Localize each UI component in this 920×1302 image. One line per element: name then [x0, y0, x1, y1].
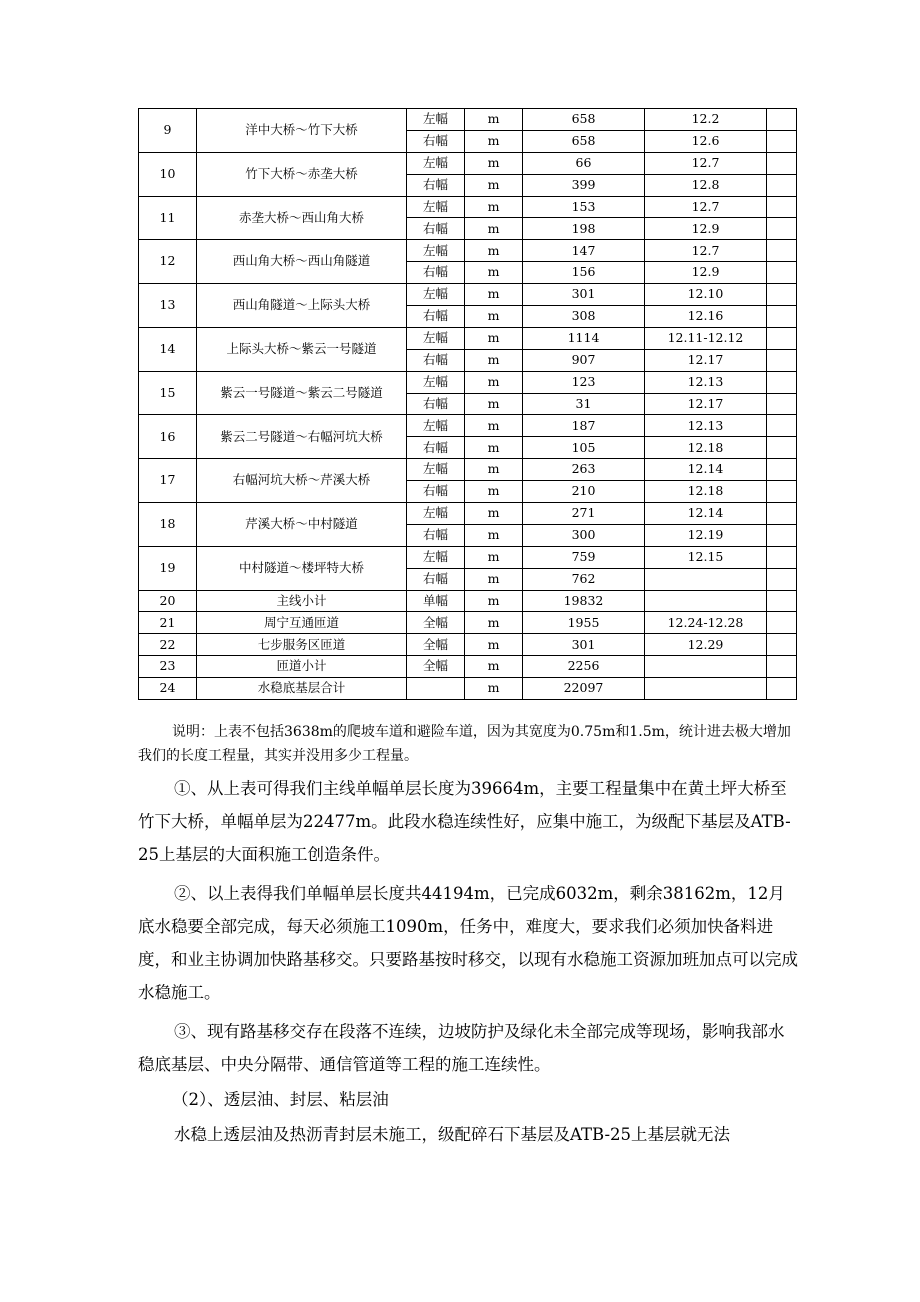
length-cell: 2256 [523, 656, 645, 678]
remark-cell [767, 284, 797, 306]
date-cell: 12.14 [645, 503, 767, 525]
date-cell: 12.2 [645, 109, 767, 131]
side-cell: 右幅 [407, 306, 465, 328]
table-note: 说明：上表不包括3638m的爬坡车道和避险车道，因为其宽度为0.75m和1.5m，统计进去极大增加我们的长度工程量，其实并没用多少工程量。 [138, 724, 791, 764]
unit-cell: m [465, 590, 523, 612]
side-cell: 左幅 [407, 371, 465, 393]
remark-cell [767, 612, 797, 634]
date-cell: 12.14 [645, 459, 767, 481]
paragraph-4: 水稳上透层油及热沥青封层未施工，级配碎石下基层及ATB-25上基层就无法 [174, 1125, 731, 1144]
length-cell: 308 [523, 306, 645, 328]
side-cell: 右幅 [407, 218, 465, 240]
unit-cell: m [465, 109, 523, 131]
side-cell: 左幅 [407, 152, 465, 174]
side-cell: 左幅 [407, 109, 465, 131]
unit-cell: m [465, 524, 523, 546]
unit-cell: m [465, 371, 523, 393]
side-cell: 左幅 [407, 415, 465, 437]
unit-cell: m [465, 349, 523, 371]
remark-cell [767, 437, 797, 459]
date-cell: 12.13 [645, 371, 767, 393]
table-row [139, 612, 797, 634]
length-cell: 1114 [523, 327, 645, 349]
length-cell: 187 [523, 415, 645, 437]
unit-cell: m [465, 152, 523, 174]
table-row [139, 546, 797, 568]
table-row [139, 634, 797, 656]
unit-cell: m [465, 393, 523, 415]
length-cell: 1955 [523, 612, 645, 634]
row-number-cell: 22 [139, 634, 197, 656]
date-cell: 12.8 [645, 174, 767, 196]
row-number-cell: 23 [139, 656, 197, 678]
side-cell: 全幅 [407, 634, 465, 656]
section-name-cell: 匝道小计 [197, 656, 407, 678]
row-number-cell: 18 [139, 503, 197, 547]
length-cell: 153 [523, 196, 645, 218]
date-cell: 12.7 [645, 240, 767, 262]
table-row [139, 371, 797, 393]
length-cell: 105 [523, 437, 645, 459]
unit-cell: m [465, 327, 523, 349]
row-number-cell: 13 [139, 284, 197, 328]
quantity-table [138, 108, 797, 700]
section-name-cell: 主线小计 [197, 590, 407, 612]
table-row [139, 656, 797, 678]
date-cell: 12.18 [645, 437, 767, 459]
remark-cell [767, 327, 797, 349]
section-name-cell: 赤垄大桥～西山角大桥 [197, 196, 407, 240]
length-cell: 658 [523, 109, 645, 131]
side-cell: 右幅 [407, 437, 465, 459]
date-cell: 12.6 [645, 130, 767, 152]
date-cell: 12.17 [645, 393, 767, 415]
length-cell: 263 [523, 459, 645, 481]
quantity-table-container [138, 108, 796, 700]
notes-section [138, 720, 798, 1151]
date-cell: 12.9 [645, 218, 767, 240]
table-row [139, 327, 797, 349]
remark-cell [767, 546, 797, 568]
length-cell: 31 [523, 393, 645, 415]
side-cell: 左幅 [407, 240, 465, 262]
unit-cell: m [465, 481, 523, 503]
remark-cell [767, 174, 797, 196]
section-name-cell: 洋中大桥～竹下大桥 [197, 109, 407, 153]
row-number-cell: 21 [139, 612, 197, 634]
length-cell: 19832 [523, 590, 645, 612]
unit-cell: m [465, 130, 523, 152]
paragraph-3: ③、现有路基移交存在段落不连续，边坡防护及绿化未全部完成等现场，影响我部水稳底基层、中央分隔带、通信管道等工程的施工连续性。 [138, 1022, 785, 1074]
section-name-cell: 紫云二号隧道～右幅河坑大桥 [197, 415, 407, 459]
length-cell: 271 [523, 503, 645, 525]
date-cell: 12.10 [645, 284, 767, 306]
unit-cell: m [465, 612, 523, 634]
row-number-cell: 17 [139, 459, 197, 503]
row-number-cell: 16 [139, 415, 197, 459]
date-cell: 12.16 [645, 306, 767, 328]
length-cell: 300 [523, 524, 645, 546]
side-cell: 左幅 [407, 459, 465, 481]
table-row [139, 678, 797, 700]
row-number-cell: 20 [139, 590, 197, 612]
remark-cell [767, 481, 797, 503]
length-cell: 22097 [523, 678, 645, 700]
row-number-cell: 12 [139, 240, 197, 284]
date-cell: 12.7 [645, 196, 767, 218]
table-row [139, 284, 797, 306]
row-number-cell: 24 [139, 678, 197, 700]
date-cell [645, 590, 767, 612]
length-cell: 156 [523, 262, 645, 284]
unit-cell: m [465, 196, 523, 218]
date-cell: 12.17 [645, 349, 767, 371]
side-cell: 右幅 [407, 174, 465, 196]
table-row [139, 459, 797, 481]
section-name-cell: 西山角隧道～上际头大桥 [197, 284, 407, 328]
remark-cell [767, 130, 797, 152]
remark-cell [767, 634, 797, 656]
side-cell: 右幅 [407, 393, 465, 415]
unit-cell: m [465, 459, 523, 481]
remark-cell [767, 393, 797, 415]
table-row [139, 503, 797, 525]
section-name-cell: 竹下大桥～赤垄大桥 [197, 152, 407, 196]
section-heading: （2）、透层油、封层、粘层油 [172, 1090, 389, 1109]
remark-cell [767, 218, 797, 240]
side-cell: 右幅 [407, 130, 465, 152]
unit-cell: m [465, 240, 523, 262]
length-cell: 66 [523, 152, 645, 174]
unit-cell: m [465, 546, 523, 568]
length-cell: 210 [523, 481, 645, 503]
table-row [139, 109, 797, 131]
side-cell: 左幅 [407, 546, 465, 568]
row-number-cell: 19 [139, 546, 197, 590]
side-cell: 左幅 [407, 503, 465, 525]
section-name-cell: 周宁互通匝道 [197, 612, 407, 634]
length-cell: 759 [523, 546, 645, 568]
table-row [139, 196, 797, 218]
remark-cell [767, 240, 797, 262]
remark-cell [767, 196, 797, 218]
row-number-cell: 14 [139, 327, 197, 371]
side-cell: 全幅 [407, 656, 465, 678]
section-name-cell: 中村隧道～楼坪特大桥 [197, 546, 407, 590]
table-row [139, 415, 797, 437]
table-row [139, 152, 797, 174]
side-cell: 全幅 [407, 612, 465, 634]
side-cell: 右幅 [407, 349, 465, 371]
row-number-cell: 15 [139, 371, 197, 415]
row-number-cell: 10 [139, 152, 197, 196]
row-number-cell: 9 [139, 109, 197, 153]
unit-cell: m [465, 415, 523, 437]
length-cell: 147 [523, 240, 645, 262]
remark-cell [767, 349, 797, 371]
unit-cell: m [465, 656, 523, 678]
section-name-cell: 右幅河坑大桥～芹溪大桥 [197, 459, 407, 503]
side-cell [407, 678, 465, 700]
date-cell: 12.29 [645, 634, 767, 656]
table-row [139, 240, 797, 262]
unit-cell: m [465, 174, 523, 196]
remark-cell [767, 306, 797, 328]
date-cell: 12.24-12.28 [645, 612, 767, 634]
unit-cell: m [465, 568, 523, 590]
remark-cell [767, 590, 797, 612]
date-cell: 12.7 [645, 152, 767, 174]
unit-cell: m [465, 306, 523, 328]
remark-cell [767, 415, 797, 437]
section-name-cell: 上际头大桥～紫云一号隧道 [197, 327, 407, 371]
side-cell: 左幅 [407, 284, 465, 306]
length-cell: 198 [523, 218, 645, 240]
side-cell: 右幅 [407, 481, 465, 503]
date-cell: 12.18 [645, 481, 767, 503]
section-name-cell: 水稳底基层合计 [197, 678, 407, 700]
side-cell: 左幅 [407, 196, 465, 218]
length-cell: 123 [523, 371, 645, 393]
remark-cell [767, 109, 797, 131]
date-cell [645, 656, 767, 678]
length-cell: 399 [523, 174, 645, 196]
unit-cell: m [465, 503, 523, 525]
date-cell: 12.9 [645, 262, 767, 284]
paragraph-2: ②、以上表得我们单幅单层长度共44194m，已完成6032m，剩余38162m，12月底水稳要全部完成，每天必须施工1090m，任务中，难度大，要求我们必须加快备料进度，和业主协调加快路基移交。只要路基按时移交，以现有水稳施工资源加班加点可以完成水稳施工。 [138, 884, 798, 1002]
date-cell: 12.15 [645, 546, 767, 568]
remark-cell [767, 152, 797, 174]
section-name-cell: 七步服务区匝道 [197, 634, 407, 656]
side-cell: 右幅 [407, 524, 465, 546]
remark-cell [767, 503, 797, 525]
remark-cell [767, 262, 797, 284]
unit-cell: m [465, 284, 523, 306]
paragraph-1: ①、从上表可得我们主线单幅单层长度为39664m，主要工程量集中在黄土坪大桥至竹下大桥，单幅单层为22477m。此段水稳连续性好，应集中施工，为级配下基层及ATB-25上基层的大面积施工创造条件。 [138, 779, 791, 864]
unit-cell: m [465, 437, 523, 459]
date-cell [645, 678, 767, 700]
table-row [139, 590, 797, 612]
remark-cell [767, 524, 797, 546]
remark-cell [767, 656, 797, 678]
row-number-cell: 11 [139, 196, 197, 240]
date-cell: 12.13 [645, 415, 767, 437]
date-cell: 12.11-12.12 [645, 327, 767, 349]
section-name-cell: 西山角大桥～西山角隧道 [197, 240, 407, 284]
date-cell [645, 568, 767, 590]
remark-cell [767, 459, 797, 481]
side-cell: 左幅 [407, 327, 465, 349]
side-cell: 单幅 [407, 590, 465, 612]
remark-cell [767, 568, 797, 590]
section-name-cell: 紫云一号隧道～紫云二号隧道 [197, 371, 407, 415]
unit-cell: m [465, 678, 523, 700]
remark-cell [767, 371, 797, 393]
length-cell: 301 [523, 634, 645, 656]
unit-cell: m [465, 634, 523, 656]
unit-cell: m [465, 218, 523, 240]
remark-cell [767, 678, 797, 700]
unit-cell: m [465, 262, 523, 284]
length-cell: 762 [523, 568, 645, 590]
length-cell: 907 [523, 349, 645, 371]
length-cell: 658 [523, 130, 645, 152]
side-cell: 右幅 [407, 262, 465, 284]
section-name-cell: 芹溪大桥～中村隧道 [197, 503, 407, 547]
length-cell: 301 [523, 284, 645, 306]
side-cell: 右幅 [407, 568, 465, 590]
date-cell: 12.19 [645, 524, 767, 546]
